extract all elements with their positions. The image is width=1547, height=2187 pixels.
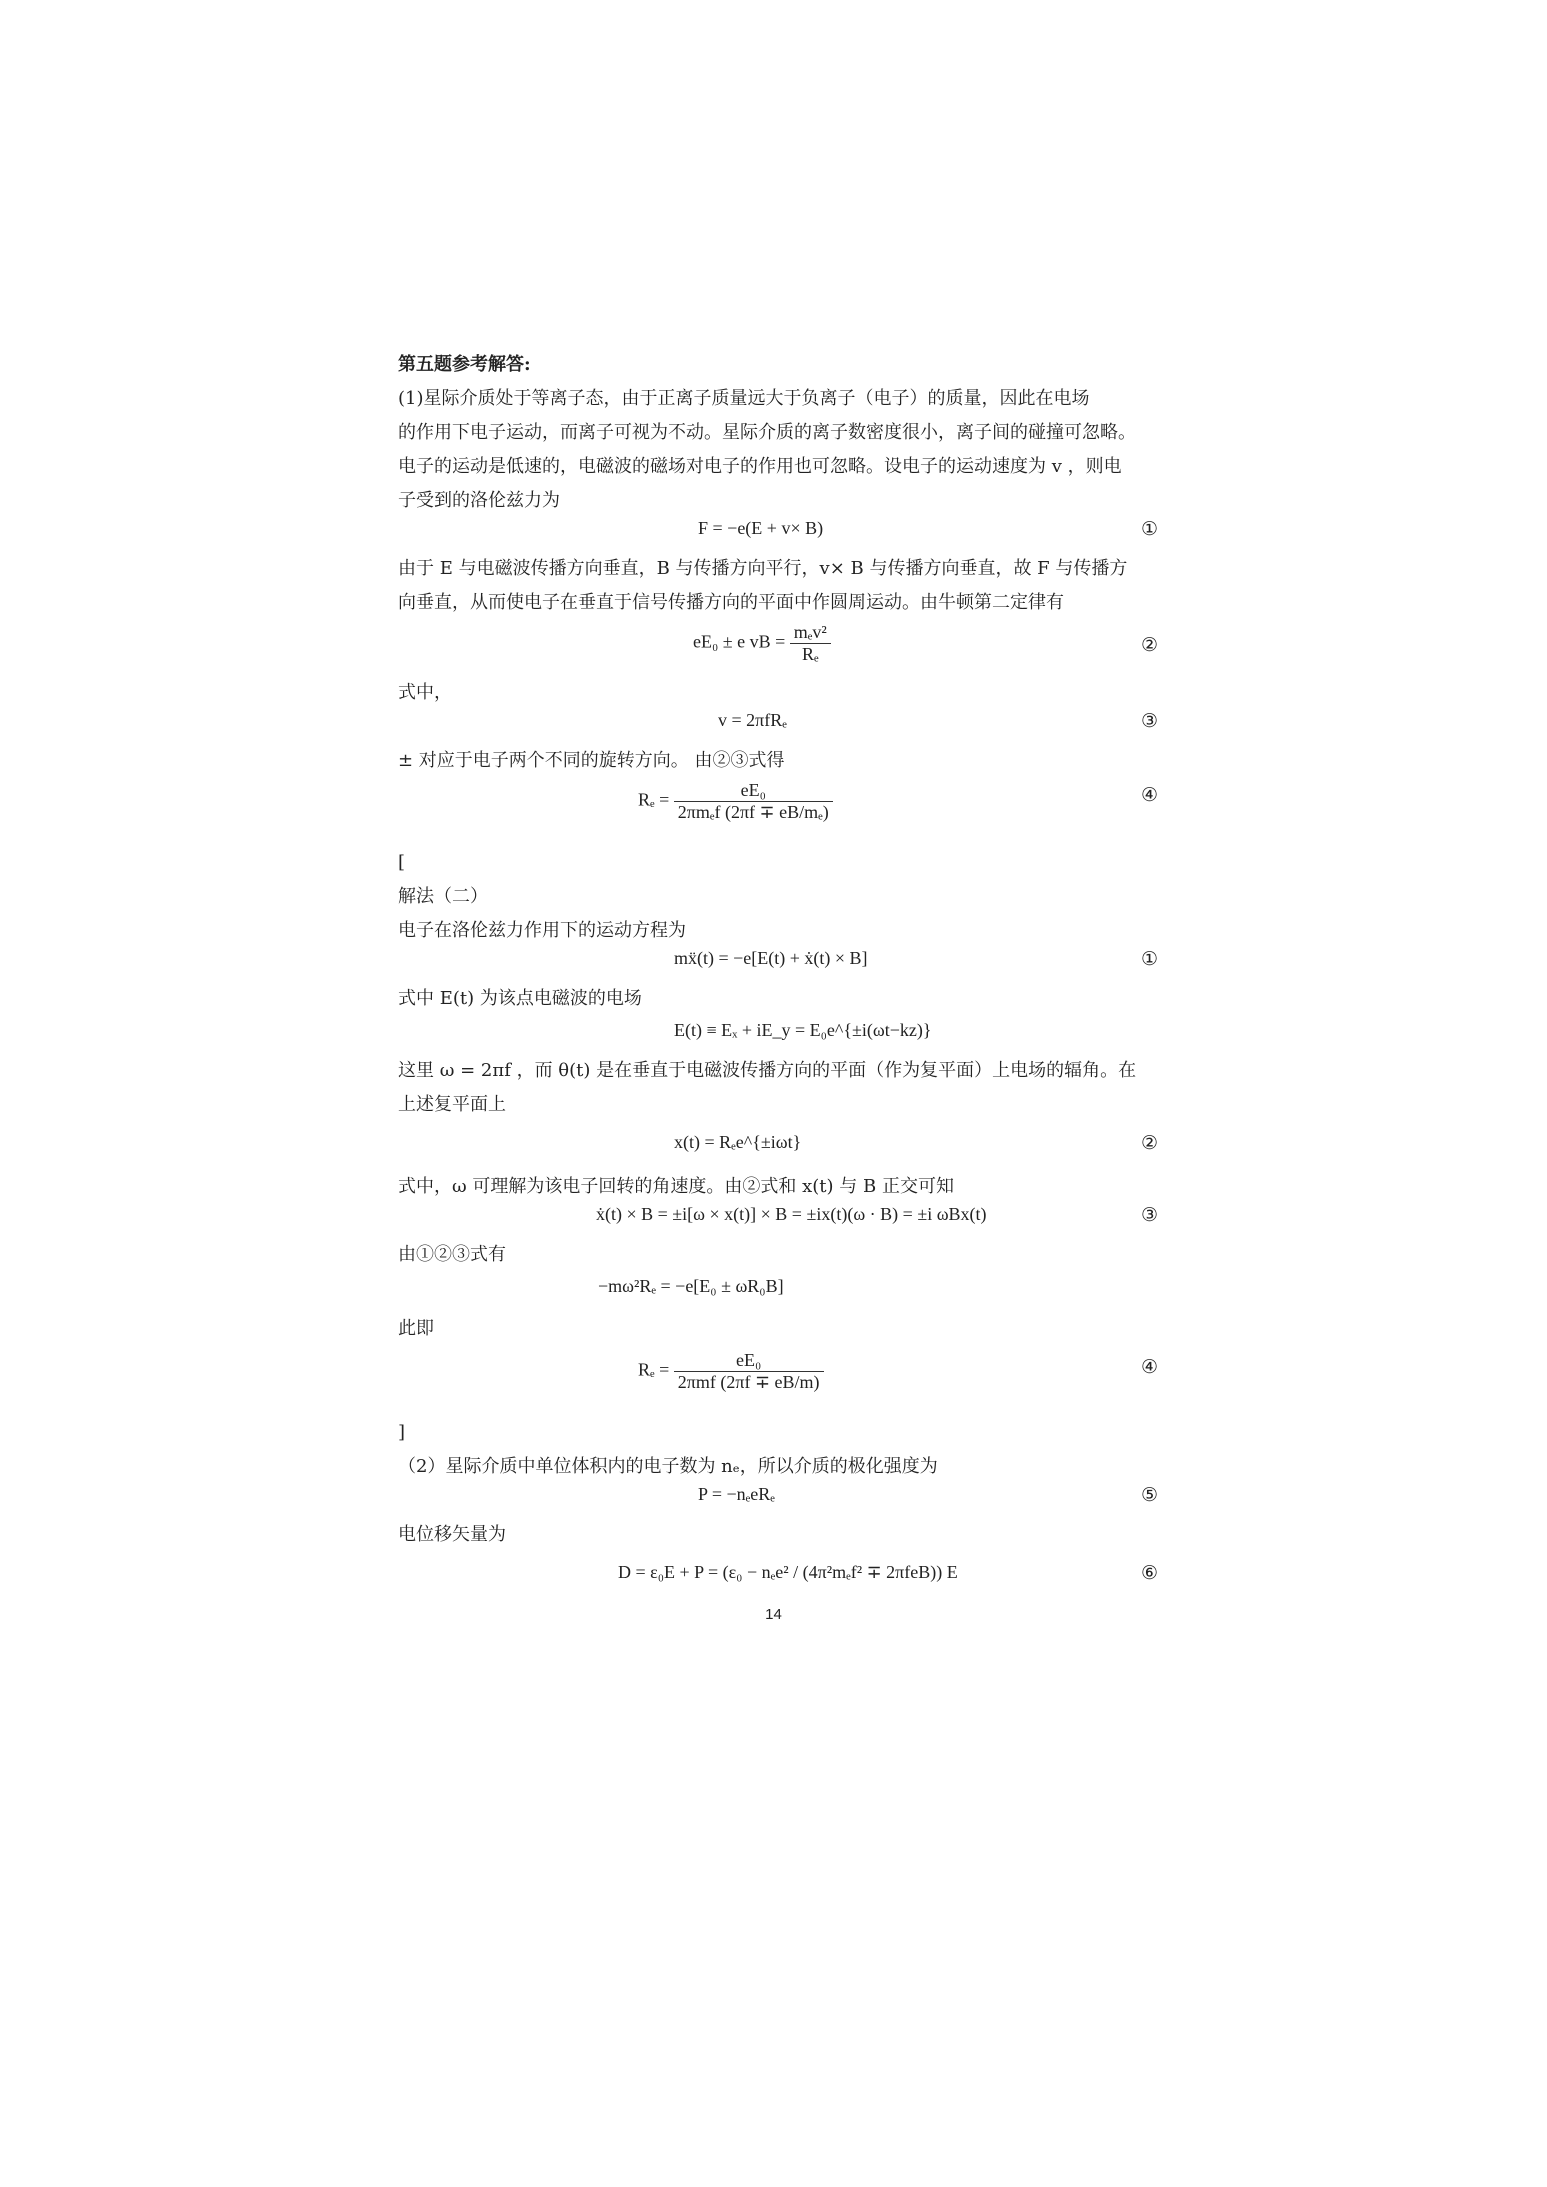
equation-number: ③ bbox=[1140, 1204, 1158, 1226]
equation-text: ẋ(t) × B = ±i[ω × x(t)] × B = ±ix(t)(ω · B) = ±i ωBx(t) bbox=[596, 1204, 987, 1224]
paragraph-line: （2）星际介质中单位体积内的电子数为 nₑ，所以介质的极化强度为 bbox=[398, 1456, 938, 1477]
equation-number: ⑥ bbox=[1140, 1562, 1158, 1584]
fraction-numerator: eE₀ bbox=[674, 1350, 824, 1372]
equation-8 bbox=[398, 1204, 1158, 1238]
paragraph-line: 子受到的洛伦兹力为 bbox=[398, 490, 560, 511]
equation-text bbox=[638, 780, 833, 823]
paragraph-line: 式中，ω 可理解为该电子回转的角速度。由②式和 x(t) 与 B 正交可知 bbox=[398, 1176, 954, 1197]
page-number: 14 bbox=[765, 1606, 782, 1623]
equation-text bbox=[693, 622, 831, 665]
equation-number: ③ bbox=[1140, 710, 1158, 732]
paragraph-line: 电子在洛伦兹力作用下的运动方程为 bbox=[398, 920, 686, 941]
paragraph-line: 上述复平面上 bbox=[398, 1094, 506, 1115]
fraction bbox=[790, 622, 831, 665]
equation-text: P = −nₑeRₑ bbox=[698, 1484, 775, 1504]
fraction-denominator: Rₑ bbox=[801, 644, 819, 664]
equation-text: x(t) = Rₑe^{±iωt} bbox=[674, 1132, 802, 1152]
fraction bbox=[674, 780, 833, 823]
paragraph-line: 式中 E(t) 为该点电磁波的电场 bbox=[398, 988, 642, 1009]
equation-text: F = −e(E + v× B) bbox=[698, 518, 824, 538]
section-title: 第五题参考解答: bbox=[398, 354, 531, 375]
fraction bbox=[674, 1350, 824, 1393]
equation-12 bbox=[398, 1552, 1158, 1602]
paragraph-line: 电子的运动是低速的，电磁波的磁场对电子的作用也可忽略。设电子的运动速度为 v ，则电 bbox=[398, 456, 1122, 477]
paragraph-line: 式中， bbox=[398, 682, 452, 703]
equation-3 bbox=[398, 710, 1158, 744]
bracket-close: ] bbox=[398, 1422, 406, 1443]
equation-text: −mω²Rₑ = −e[E₀ ± ωR₀B] bbox=[598, 1276, 784, 1296]
equation-lhs: Rₑ = bbox=[638, 1359, 670, 1380]
equation-number: ② bbox=[1140, 634, 1158, 656]
paragraph-line: 由于 E 与电磁波传播方向垂直，B 与传播方向平行，v× B 与传播方向垂直，故 F 与传播方 bbox=[398, 558, 1128, 579]
equation-10 bbox=[398, 1346, 1158, 1416]
equation-number: ① bbox=[1140, 518, 1158, 540]
paragraph-line: 的作用下电子运动，而离子可视为不动。星际介质的离子数密度很小，离子间的碰撞可忽略。 bbox=[398, 422, 1136, 443]
equation-7 bbox=[398, 1122, 1158, 1170]
fraction-numerator: eE₀ bbox=[674, 780, 833, 802]
paragraph-line: 这里 ω = 2πf ，而 θ(t) 是在垂直于电磁波传播方向的平面（作为复平面）上电场的辐角。在 bbox=[398, 1060, 1137, 1081]
equation-6 bbox=[398, 1016, 1158, 1054]
paragraph-line: 此即 bbox=[398, 1318, 434, 1339]
equation-1 bbox=[398, 518, 1158, 552]
paragraph-line: 由①②③式有 bbox=[398, 1244, 506, 1265]
equation-number: ④ bbox=[1140, 784, 1158, 806]
paragraph-line: ± 对应于电子两个不同的旋转方向。 由②③式得 bbox=[398, 750, 785, 771]
equation-11 bbox=[398, 1484, 1158, 1518]
equation-number: ⑤ bbox=[1140, 1484, 1158, 1506]
paragraph-line: 向垂直，从而使电子在垂直于信号传播方向的平面中作圆周运动。由牛顿第二定律有 bbox=[398, 592, 1064, 613]
fraction-denominator: 2πmf (2πf ∓ eB/m) bbox=[677, 1372, 820, 1392]
equation-text: E(t) ≡ Eₓ + iE_y = E₀e^{±i(ωt−kz)} bbox=[674, 1020, 932, 1040]
equation-number: ④ bbox=[1140, 1356, 1158, 1378]
method-heading: 解法（二） bbox=[398, 886, 488, 907]
equation-lhs: Rₑ = bbox=[638, 789, 670, 810]
fraction-numerator: mₑv² bbox=[790, 622, 831, 644]
equation-number: ① bbox=[1140, 948, 1158, 970]
equation-text bbox=[638, 1350, 824, 1393]
equation-text: v = 2πfRₑ bbox=[718, 710, 787, 730]
equation-number: ② bbox=[1140, 1132, 1158, 1154]
paragraph-line: 电位移矢量为 bbox=[398, 1524, 506, 1545]
equation-2 bbox=[398, 620, 1158, 676]
bracket-open: [ bbox=[398, 852, 406, 873]
equation-9 bbox=[398, 1272, 1158, 1312]
fraction-denominator: 2πmₑf (2πf ∓ eB/mₑ) bbox=[677, 802, 829, 822]
equation-4 bbox=[398, 778, 1158, 846]
paragraph-line: (1)星际介质处于等离子态，由于正离子质量远大于负离子（电子）的质量，因此在电场 bbox=[398, 388, 1090, 409]
document-body bbox=[398, 348, 1158, 1602]
equation-text: mẍ(t) = −e[E(t) + ẋ(t) × B] bbox=[674, 948, 868, 968]
equation-5 bbox=[398, 948, 1158, 982]
equation-text: D = ε₀E + P = (ε₀ − nₑe² / (4π²mₑf² ∓ 2πfeB)) E bbox=[618, 1562, 958, 1582]
equation-lhs: eE₀ ± e vB = bbox=[693, 631, 786, 652]
